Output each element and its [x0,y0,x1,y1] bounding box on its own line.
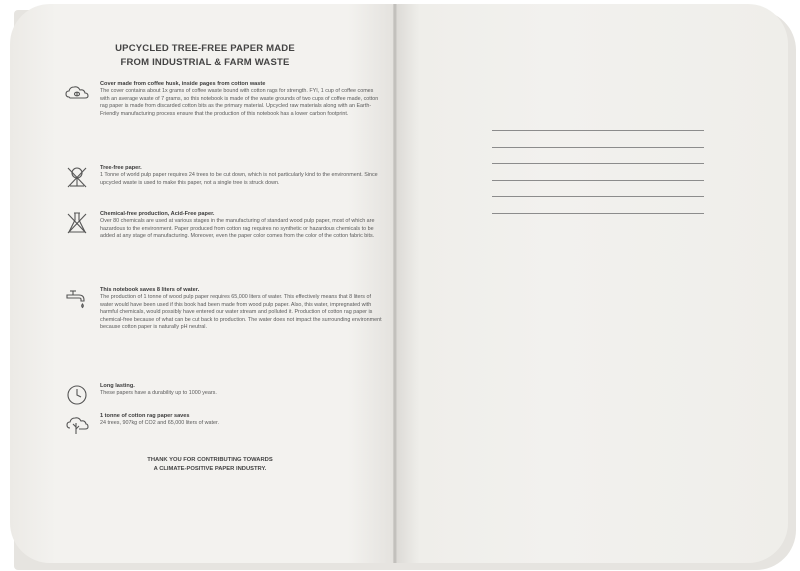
section-heading: Chemical-free production, Acid-Free paper. [100,211,215,217]
section-body: The production of 1 tonne of wood pulp paper requires 65,000 liters of water. This effectively means that 8 liters of water would have been used if this book had been made from wood pulp paper. Also, this water, impregnated with harmful chemicals, would possibly have entered our water stream and polluted it. Production of cotton rag paper is chemical-free because of what can be cut back to production. The water does not impact the surrounding environment because cotton paper is naturally pH neutral. [100,294,382,331]
notebook-spine [393,4,397,563]
writing-line [492,180,704,181]
writing-lines [492,130,704,229]
right-page [396,4,788,563]
writing-line [492,213,704,214]
page-title [60,42,350,70]
section-heading: This notebook saves 8 liters of water. [100,287,200,293]
thanks-line-2: A CLIMATE-POSITIVE PAPER INDUSTRY. [153,466,267,472]
section-heading: Cover made from coffee husk, inside pages from cotton waste [100,81,266,87]
thank-you-note [110,456,310,474]
writing-line [492,130,704,131]
no-tree-icon [64,164,90,190]
section-body: 24 trees, 907kg of CO2 and 65,000 liters of water. [100,420,219,426]
clock-icon [64,382,90,408]
section-heading: 1 tonne of cotton rag paper saves [100,413,190,419]
section-body: 1 Tonne of world pulp paper requires 24 trees to be cut down, which is not particularly kind to the environment. Since upcycled waste is used to make this paper, not a single tree is struck down. [100,172,378,186]
writing-line [492,147,704,148]
tree-cloud-icon [64,412,90,438]
thanks-line-1: THANK YOU FOR CONTRIBUTING TOWARDS [147,457,273,463]
title-line-1: UPCYCLED TREE-FREE PAPER MADE [115,43,295,54]
no-chemical-flask-icon [64,210,90,236]
writing-line [492,196,704,197]
water-tap-icon [64,286,90,312]
title-line-2: FROM INDUSTRIAL & FARM WASTE [120,57,290,68]
writing-line [492,163,704,164]
section-heading: Long lasting. [100,383,135,389]
section-heading: Tree-free paper. [100,165,142,171]
section-body: These papers have a durability up to 1000 years. [100,390,217,396]
coffee-cloud-icon [64,80,90,106]
section-body: The cover contains about 1x grams of coffee waste bound with cotton rags for strength. FYI, 1 cup of coffee comes with an average waste of 7 grams, so this notebook is made of the waste grounds of two cups of coffee made, cotton rag paper is made from discarded cotton bits as the primary material. Upcycled raw materials along with an Earth-Friendly manufacturing process ensure that the production of this notebook has a lower carbon footprint. [100,88,379,117]
section-body: Over 80 chemicals are used at various stages in the manufacturing of standard wood pulp paper, most of which are hazardous to the environment. Paper produced from cotton rag requires no synthetic or hazardous chemicals to be added at any stage of manufacturing. Moreover, even the paper color comes from the color of the cotton fabric bits. [100,218,375,240]
